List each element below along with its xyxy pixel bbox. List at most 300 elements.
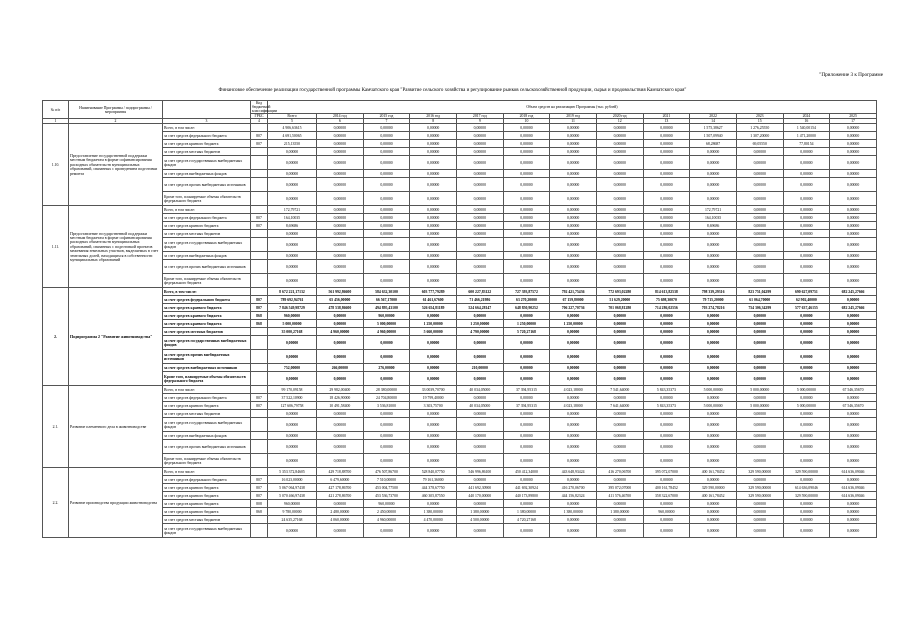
year-value: 4 023,18000	[550, 402, 597, 410]
year-value: 0,00000	[456, 274, 503, 288]
year-value: 0,00000	[317, 230, 364, 238]
year-value: 0,00000	[456, 394, 503, 402]
year-value: 0,00000	[456, 148, 503, 156]
year-value: 0,00000	[783, 350, 830, 364]
year-value: 0,00000	[830, 214, 877, 222]
year-value: 0,00000	[830, 252, 877, 260]
col-year-header: 2017 год	[456, 114, 503, 119]
year-value: 1 380,00000	[456, 508, 503, 516]
grbs-code	[251, 192, 268, 206]
year-value: 0,00000	[643, 238, 690, 252]
year-value: 0,00000	[830, 350, 877, 364]
year-value: 0,00000	[783, 418, 830, 432]
year-value: 0,00000	[363, 192, 410, 206]
year-value: 0,00000	[550, 500, 597, 508]
year-value: 51 629,20000	[596, 296, 643, 304]
table-row	[43, 372, 877, 386]
total-value: 0,00000	[268, 238, 317, 252]
year-value: 18 426,90000	[317, 394, 364, 402]
section-number: 2.1.	[43, 386, 69, 468]
year-value: 0,00000	[410, 140, 457, 148]
year-value: 0,00000	[503, 260, 550, 274]
year-value: 0,00000	[410, 350, 457, 364]
grbs-code	[251, 418, 268, 432]
funding-source: за счет средств краевого бюджета	[163, 508, 251, 516]
year-value: 0,00000	[456, 454, 503, 468]
year-value: 0,00000	[643, 476, 690, 484]
year-value: 0,00000	[410, 418, 457, 432]
table-row	[43, 140, 877, 148]
funding-source: за счет средств внебюджетных фондов	[163, 252, 251, 260]
year-value: 0,00000	[736, 432, 783, 440]
year-value: 614 636,09046	[830, 484, 877, 492]
funding-source: за счет средств прочих внебюджетных источников	[163, 440, 251, 454]
year-value: 0,00000	[503, 274, 550, 288]
grbs-code: 807	[251, 476, 268, 484]
col-year-header: 2021	[643, 114, 690, 119]
total-value: 37 522,10900	[268, 394, 317, 402]
year-value: 0,00000	[690, 432, 737, 440]
year-value: 0,00000	[690, 364, 737, 372]
year-value: 0,00000	[596, 524, 643, 538]
table-row	[43, 500, 877, 508]
year-value: 0,00000	[456, 170, 503, 178]
year-value: 0,00000	[830, 170, 877, 178]
year-value: 75 698,30070	[643, 296, 690, 304]
year-value: 0,00000	[410, 230, 457, 238]
grbs-code	[251, 432, 268, 440]
year-value: 0,00000	[830, 454, 877, 468]
year-value: 0,00000	[550, 170, 597, 178]
year-value: 0,00000	[410, 156, 457, 170]
year-value: 63 270,20000	[503, 296, 550, 304]
year-value: 0,00000	[456, 410, 503, 418]
grbs-code	[251, 328, 268, 336]
year-value: 1 307,20000	[736, 132, 783, 140]
year-value: 5 843,35373	[643, 386, 690, 394]
year-value: 0,00000	[363, 238, 410, 252]
total-value: 0,00000	[268, 336, 317, 350]
year-value: 0,00000	[643, 170, 690, 178]
total-value: 0,00000	[268, 156, 317, 170]
year-value: 0,00000	[410, 178, 457, 192]
year-value: 0,00000	[690, 418, 737, 432]
year-value: 0,00000	[783, 238, 830, 252]
year-value: 2 480,00000	[317, 508, 364, 516]
year-value: 0,00000	[410, 132, 457, 140]
year-value: 0,00000	[317, 214, 364, 222]
year-value: 0,00000	[550, 440, 597, 454]
grbs-code: 807	[251, 484, 268, 492]
year-value: 0,00000	[550, 328, 597, 336]
year-value: 0,00000	[456, 500, 503, 508]
year-value: 0,00000	[550, 364, 597, 372]
year-value: 329 590,00000	[736, 468, 783, 476]
year-value: 0,00000	[363, 252, 410, 260]
year-value: 0,00000	[690, 170, 737, 178]
grbs-code	[251, 372, 268, 386]
year-value: 0,00000	[643, 148, 690, 156]
year-value: 0,00000	[643, 350, 690, 364]
funding-source: за счет средств государственных внебюджетных фондов	[163, 238, 251, 252]
grbs-code: 868	[251, 320, 268, 328]
year-value: 577 637,46155	[783, 304, 830, 312]
year-value: 0,00000	[410, 440, 457, 454]
year-value: 0,00000	[643, 156, 690, 170]
year-value: 444 156,82324	[550, 492, 597, 500]
grbs-code: 808	[251, 500, 268, 508]
total-value: 8 672 221,17132	[268, 288, 317, 296]
year-value: 329 590,00000	[736, 492, 783, 500]
year-value: 0,00000	[410, 372, 457, 386]
year-value: 0,00000	[503, 222, 550, 230]
grbs-code: 868	[251, 508, 268, 516]
year-value: 66 567,17000	[363, 296, 410, 304]
table-row	[43, 468, 877, 476]
year-value: 0,00000	[596, 454, 643, 468]
year-value: 210,00000	[456, 364, 503, 372]
year-value: 4 720,27168	[503, 516, 550, 524]
grbs-code	[251, 386, 268, 394]
grbs-code: 807	[251, 296, 268, 304]
year-value: 0,00000	[503, 418, 550, 432]
year-value: 0,00000	[503, 178, 550, 192]
funding-source: за счет средств краевого бюджета	[163, 304, 251, 312]
col-number-cell: 16	[783, 119, 830, 124]
col-number-cell: 5	[268, 119, 317, 124]
col-year-header: 2020 год	[596, 114, 643, 119]
funding-source: за счет средств внебюджетных источников	[163, 364, 251, 372]
year-value: 0,00000	[596, 124, 643, 132]
year-value: 0,00000	[830, 238, 877, 252]
year-value: 79 715,20000	[690, 296, 737, 304]
year-value: 5 000,00000	[783, 386, 830, 394]
year-value: 5 000,00000	[783, 402, 830, 410]
year-value: 0,00000	[643, 260, 690, 274]
year-value: 0,00000	[317, 252, 364, 260]
year-value: 0,00000	[363, 260, 410, 274]
year-value: 0,00000	[410, 432, 457, 440]
funding-source: за счет средств федерального бюджета	[163, 476, 251, 484]
col-number-cell: 17	[830, 119, 877, 124]
col-volume-header: Объем средств на реализацию Программы (тыс. рублей)	[268, 101, 877, 114]
year-value: 0,00000	[736, 454, 783, 468]
col-code-header: Код бюджетной классификации	[252, 101, 277, 114]
year-value: 0,00000	[643, 440, 690, 454]
year-value: 0,00000	[830, 372, 877, 386]
year-value: 0,00000	[690, 454, 737, 468]
table-row	[43, 132, 877, 140]
year-value: 329 590,00000	[783, 492, 830, 500]
total-value: 960,00000	[268, 500, 317, 508]
section-name: Подпрограмма 2 "Развитие животноводства"	[69, 288, 163, 386]
year-value: 0,00000	[550, 524, 597, 538]
year-value: 0,00000	[363, 440, 410, 454]
year-value: 440 173,89800	[503, 492, 550, 500]
year-value: 0,00000	[596, 178, 643, 192]
year-value: 0,00000	[830, 156, 877, 170]
year-value: 0,00000	[410, 222, 457, 230]
year-value: 0,00000	[783, 508, 830, 516]
year-value: 0,00000	[456, 476, 503, 484]
year-value: 0,00000	[410, 192, 457, 206]
year-value: 0,00000	[456, 238, 503, 252]
year-value: 395 072,07000	[643, 468, 690, 476]
section-number: 2.	[43, 288, 69, 386]
funding-source: за счет средств государственных внебюджетных фондов	[163, 336, 251, 350]
year-value: 714 286,02556	[643, 304, 690, 312]
year-value: 4 960,00000	[363, 328, 410, 336]
funding-source: за счет средств краевого бюджета	[163, 492, 251, 500]
year-value: 0,00000	[410, 124, 457, 132]
year-value: 0,00000	[550, 124, 597, 132]
table-row	[43, 274, 877, 288]
year-value: 524 664,28147	[456, 304, 503, 312]
table-row	[43, 252, 877, 260]
col-number-cell: 15	[736, 119, 783, 124]
year-value: 0,00000	[736, 214, 783, 222]
year-value: 0,00000	[550, 432, 597, 440]
col-number-cell: 8	[410, 119, 457, 124]
year-value: 0,00000	[690, 312, 737, 320]
table-body	[43, 124, 877, 538]
year-value: 0,00000	[503, 238, 550, 252]
year-value: 0,00000	[596, 516, 643, 524]
year-value: 0,00000	[503, 214, 550, 222]
year-value: 40 034,05000	[456, 402, 503, 410]
year-value: 0,00000	[783, 372, 830, 386]
total-value: 0,00000	[268, 372, 317, 386]
year-value: 0,00000	[317, 524, 364, 538]
year-value: 960,00000	[363, 312, 410, 320]
year-value: 0,00000	[783, 178, 830, 192]
year-value: 0,00000	[410, 252, 457, 260]
year-value: 0,00000	[830, 320, 877, 328]
year-value: 0,00000	[690, 500, 737, 508]
year-value: 0,00000	[783, 214, 830, 222]
year-value: 329 590,00000	[783, 468, 830, 476]
year-value: 0,00000	[736, 418, 783, 432]
year-value: 0,00000	[783, 312, 830, 320]
total-value: 5 000,00000	[268, 320, 317, 328]
year-value: 0,00000	[550, 476, 597, 484]
total-value: 35 000,27168	[268, 328, 317, 336]
year-value: 4 470,00000	[410, 516, 457, 524]
year-value: 0,00000	[317, 222, 364, 230]
year-value: 0,00000	[736, 524, 783, 538]
year-value: 0,00000	[503, 124, 550, 132]
year-value: 0,00000	[503, 476, 550, 484]
table-row	[43, 432, 877, 440]
funding-source: Всего, в том числе:	[163, 206, 251, 214]
funding-source: за счет средств краевого бюджета	[163, 140, 251, 148]
year-value: 0,00000	[830, 516, 877, 524]
year-value: 960,00000	[643, 508, 690, 516]
table-row	[43, 328, 877, 336]
year-value: 5 660,00000	[410, 328, 457, 336]
year-value: 61 064,70000	[736, 296, 783, 304]
grbs-code: 807	[251, 304, 268, 312]
year-value: 0,00000	[317, 350, 364, 364]
grbs-code	[251, 148, 268, 156]
year-value: 0,00000	[736, 230, 783, 238]
year-value: 19 799,40000	[410, 394, 457, 402]
year-value: 0,00000	[410, 260, 457, 274]
year-value: 6 479,60000	[317, 476, 364, 484]
col-year-header: 2025	[830, 114, 877, 119]
year-value: 0,00000	[550, 192, 597, 206]
year-value: 5 000,00000	[690, 402, 737, 410]
year-value: 0,00000	[596, 206, 643, 214]
year-value: 0,00000	[643, 312, 690, 320]
funding-source: за счет средств прочих внебюджетных источников	[163, 350, 251, 364]
year-value: 5 843,35373	[643, 402, 690, 410]
year-value: 0,00000	[363, 350, 410, 364]
year-value: 0,00000	[550, 274, 597, 288]
year-value: 0,00000	[830, 410, 877, 418]
year-value: 0,00000	[363, 124, 410, 132]
total-value: 960,00000	[268, 312, 317, 320]
year-value: 0,00000	[456, 178, 503, 192]
table-row	[43, 508, 877, 516]
funding-source: за счет средств внебюджетных фондов	[163, 170, 251, 178]
year-value: 0,00000	[783, 476, 830, 484]
year-value: 0,00000	[643, 132, 690, 140]
year-value: 0,00000	[317, 432, 364, 440]
funding-source: Кроме того, планируемые объемы обязательств федерального бюджета	[163, 192, 251, 206]
year-value: 0,00000	[317, 156, 364, 170]
year-value: 0,00000	[596, 230, 643, 238]
total-value: 5 070 466,97438	[268, 492, 317, 500]
grbs-code	[251, 124, 268, 132]
year-value: 429 718,88700	[317, 468, 364, 476]
year-value: 0,00000	[596, 320, 643, 328]
year-value: 0,00000	[783, 274, 830, 288]
total-value: 164,10035	[268, 214, 317, 222]
year-value: 0,00000	[643, 230, 690, 238]
appendix-label: "Приложение 3 к Программе	[819, 72, 883, 78]
funding-source: за счет средств местных бюджетов	[163, 230, 251, 238]
col-year-header: 2024	[783, 114, 830, 119]
col-number-cell: 3	[163, 119, 251, 124]
grbs-code	[251, 336, 268, 350]
year-value: 0,00000	[783, 252, 830, 260]
year-value: 67 159,80000	[550, 296, 597, 304]
year-value: 0,00000	[317, 148, 364, 156]
year-value: 561 992,86600	[317, 288, 364, 296]
year-value: 727 393,87572	[503, 288, 550, 296]
year-value: 0,00000	[690, 410, 737, 418]
col-year-header: 2014 год	[317, 114, 364, 119]
grbs-code: 807	[251, 214, 268, 222]
year-value: 0,00000	[503, 148, 550, 156]
funding-source: за счет средств местных бюджетов	[163, 410, 251, 418]
year-value: 0,00000	[783, 524, 830, 538]
year-value: 0,00000	[363, 178, 410, 192]
table-row	[43, 476, 877, 484]
total-value: 0,00000	[268, 454, 317, 468]
year-value: 68,28687	[690, 140, 737, 148]
year-value: 5 000,00000	[736, 386, 783, 394]
year-value: 0,00000	[317, 320, 364, 328]
year-value: 0,00000	[783, 192, 830, 206]
year-value: 0,00000	[363, 214, 410, 222]
year-value: 0,00000	[456, 222, 503, 230]
year-value: 0,00000	[736, 410, 783, 418]
year-value: 1 250,00000	[503, 320, 550, 328]
year-value: 0,00000	[596, 372, 643, 386]
year-value: 703 274,78216	[690, 304, 737, 312]
year-value: 0,00000	[736, 238, 783, 252]
year-value: 65 456,00000	[317, 296, 364, 304]
year-value: 0,00000	[503, 132, 550, 140]
year-value: 0,00000	[596, 418, 643, 432]
year-value: 0,00000	[503, 524, 550, 538]
year-value: 0,00000	[317, 454, 364, 468]
year-value: 0,00000	[550, 350, 597, 364]
year-value: 0,00000	[550, 222, 597, 230]
year-value: 0,00000	[503, 432, 550, 440]
table-row	[43, 192, 877, 206]
year-value: 1 250,00000	[550, 320, 597, 328]
year-value: 0,00000	[596, 148, 643, 156]
year-value: 0,00000	[596, 410, 643, 418]
funding-source: за счет средств прочих внебюджетных источников	[163, 178, 251, 192]
year-value: 79 161,36000	[410, 476, 457, 484]
year-value: 0,00000	[410, 214, 457, 222]
col-year-header: 2019 год	[550, 114, 597, 119]
funding-source: за счет средств внебюджетных фондов	[163, 432, 251, 440]
grbs-code	[251, 252, 268, 260]
grbs-code	[251, 288, 268, 296]
year-value: 0,00000	[456, 312, 503, 320]
year-value: 40 034,05000	[456, 386, 503, 394]
year-value: 0,00000	[550, 178, 597, 192]
section-name: Развитие племенного дела в животноводстве	[69, 386, 163, 468]
year-value: 0,00000	[410, 312, 457, 320]
year-value: 0,00000	[643, 372, 690, 386]
year-value: 0,00000	[783, 364, 830, 372]
year-value: 29 982,00400	[317, 386, 364, 394]
col-total-header: Всего	[268, 114, 317, 119]
year-value: 0,00000	[830, 132, 877, 140]
year-value: 0,00000	[783, 410, 830, 418]
year-value: 0,00000	[456, 372, 503, 386]
year-value: 7 510,00000	[363, 476, 410, 484]
year-value: 0,00000	[410, 238, 457, 252]
year-value: 61 461,67600	[410, 296, 457, 304]
year-value: 600 227,83122	[456, 288, 503, 296]
grbs-code	[251, 170, 268, 178]
year-value: 0,00000	[736, 148, 783, 156]
year-value: 0,00000	[690, 516, 737, 524]
col-year-header: 2016 год	[410, 114, 457, 119]
year-value: 0,00000	[317, 440, 364, 454]
col-number-cell: 7	[363, 119, 410, 124]
year-value: 0,00000	[830, 124, 877, 132]
year-value: 0,00000	[736, 170, 783, 178]
grbs-code	[251, 274, 268, 288]
year-value: 1 380,00000	[410, 508, 457, 516]
year-value: 0,00000	[596, 132, 643, 140]
year-value: 0,00000	[503, 500, 550, 508]
table-row	[43, 410, 877, 418]
table-row	[43, 156, 877, 170]
year-value: 0,00000	[830, 508, 877, 516]
year-value: 0,00000	[830, 274, 877, 288]
year-value: 0,00000	[456, 524, 503, 538]
year-value: 0,00000	[830, 500, 877, 508]
